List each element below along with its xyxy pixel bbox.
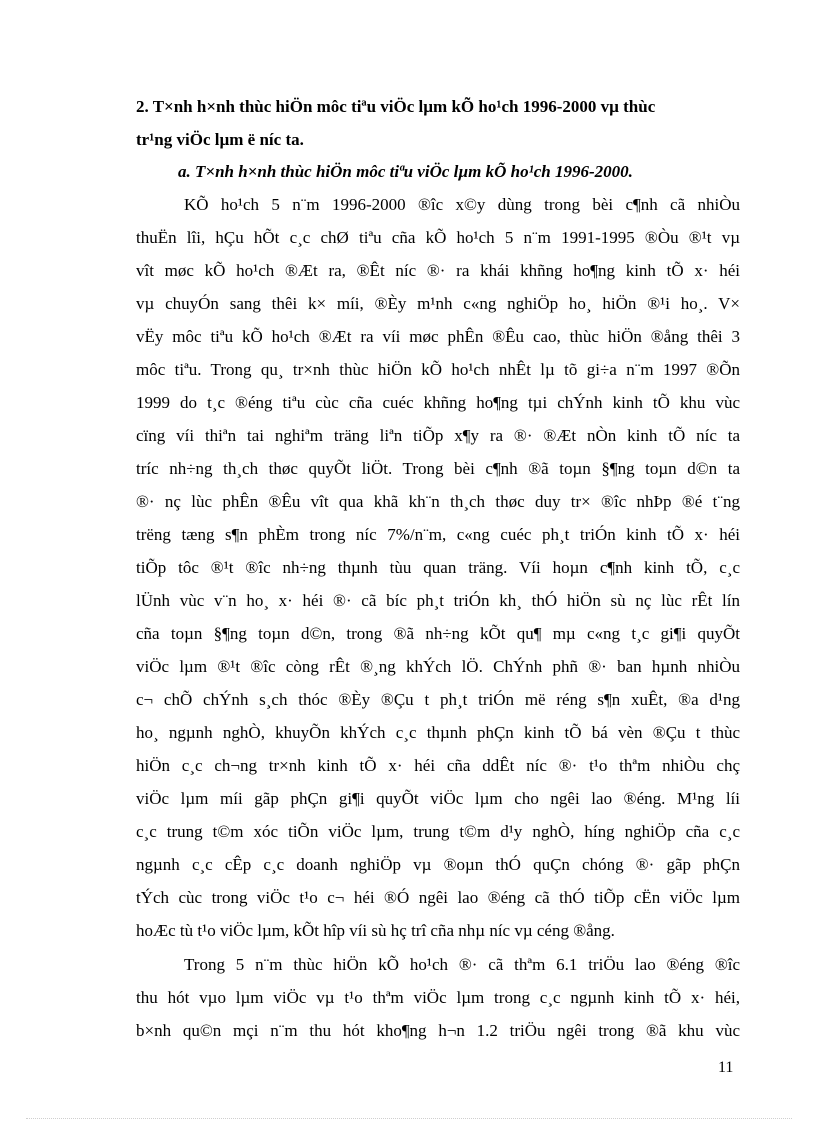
paragraph-line: ®· nç lùc phÊn ®Êu vît qua khã kh¨n th¸ch thøc duy tr× ®îc nhÞp ®é t¨ng — [136, 492, 740, 511]
paragraph-line: b×nh qu©n mçi n¨m thu hót kho¶ng h¬n 1.2 triÖu ngêi trong ®ã khu vùc — [136, 1021, 740, 1040]
paragraph-line: lÜnh vùc v¨n ho¸ x· héi ®· cã bíc ph¸t triÓn kh¸ thÓ hiÖn sù nç lùc rÊt lín — [136, 591, 740, 610]
paragraph-line: tÝch cùc trong viÖc t¹o c¬ héi ®Ó ngêi lao ®éng cã thÓ tiÕp cËn viÖc lµm — [136, 888, 740, 907]
paragraph-line: vËy môc tiªu kÕ ho¹ch ®Æt ra víi møc phÊn ®Êu cao, thùc hiÖn ®ång thêi 3 — [136, 327, 740, 346]
paragraph-line: vît møc kÕ ho¹ch ®Æt ra, ®Êt níc ®· ra khái khñng ho¶ng kinh tÕ x· héi — [136, 261, 740, 280]
paragraph-line: cña toµn §¶ng toµn d©n, trong ®ã nh÷ng kÕt qu¶ mµ c«ng t¸c gi¶i quyÕt — [136, 624, 740, 643]
paragraph-line: hoÆc tù t¹o viÖc lµm, kÕt hîp víi sù hç trî cña nhµ níc vµ céng ®ång. — [136, 921, 615, 940]
paragraph-line: thuËn lîi, hÇu hÕt c¸c chØ tiªu cña kÕ ho¹ch 5 n¨m 1991-1995 ®Òu ®¹t vµ — [136, 228, 740, 247]
paragraph-line: ngµnh c¸c cÊp c¸c doanh nghiÖp vµ ®oµn thÓ quÇn chóng ®· gãp phÇn — [136, 855, 740, 874]
paragraph-line: vµ chuyÓn sang thêi k× míi, ®Èy m¹nh c«ng nghiÖp ho¸ hiÖn ®¹i ho¸. V× — [136, 294, 740, 313]
paragraph-line: c¸c trung t©m xóc tiÕn viÖc lµm, trung t©m d¹y nghÒ, híng nghiÖp cña c¸c — [136, 822, 740, 841]
paragraph-line: ho¸ ngµnh nghÒ, khuyÕn khÝch c¸c thµnh phÇn kinh tÕ bá vèn ®Çu t thùc — [136, 723, 740, 742]
paragraph-line: 1999 do t¸c ®éng tiªu cùc cña cuéc khñng ho¶ng tµi chÝnh kinh tÕ khu vùc — [136, 393, 740, 412]
paragraph-line: viÖc lµm ®¹t ®îc còng rÊt ®¸ng khÝch lÖ. ChÝnh phñ ®· ban hµnh nhiÒu — [136, 657, 740, 676]
section-heading-line-1: 2. T×nh h×nh thùc hiÖn môc tiªu viÖc lµm kÕ ho¹ch 1996-2000 vµ thùc — [136, 97, 656, 116]
page-bottom-divider — [26, 1118, 792, 1119]
paragraph-line: tiÕp tôc ®¹t ®îc nh÷ng thµnh tùu quan träng. Víi hoµn c¶nh kinh tÕ, c¸c — [136, 558, 740, 577]
paragraph-line: KÕ ho¹ch 5 n¨m 1996-2000 ®îc x©y dùng trong bèi c¶nh cã nhiÒu — [184, 195, 740, 214]
section-heading-line-2: tr¹ng viÖc lµm ë níc ta. — [136, 130, 304, 149]
paragraph-line: cïng víi thiªn tai nghiªm träng liªn tiÕp x¶y ra ®· ®Æt nÒn kinh tÕ níc ta — [136, 426, 740, 445]
paragraph-line: Trong 5 n¨m thùc hiÖn kÕ ho¹ch ®· cã thªm 6.1 triÖu lao ®éng ®îc — [184, 955, 740, 974]
paragraph-line: viÖc lµm míi gãp phÇn gi¶i quyÕt viÖc lµm cho ngêi lao ®éng. M¹ng líi — [136, 789, 740, 808]
paragraph-line: môc tiªu. Trong qu¸ tr×nh thùc hiÖn kÕ ho¹ch nhÊt lµ tõ gi÷a n¨m 1997 ®Õn — [136, 360, 740, 379]
page-number: 11 — [718, 1059, 734, 1076]
paragraph-line: tríc nh÷ng th¸ch thøc quyÕt liÖt. Trong bèi c¶nh ®ã toµn §¶ng toµn d©n ta — [136, 459, 740, 478]
paragraph-line: c¬ chÕ chÝnh s¸ch thóc ®Èy ®Çu t ph¸t triÓn më réng s¶n xuÊt, ®a d¹ng — [136, 690, 740, 709]
subsection-heading: a. T×nh h×nh thùc hiÖn môc tiªu viÖc lµm kÕ ho¹ch 1996-2000. — [178, 162, 633, 181]
paragraph-line: thu hót vµo lµm viÖc vµ t¹o thªm viÖc lµm trong c¸c ngµnh kinh tÕ x· héi, — [136, 988, 740, 1007]
paragraph-line: hiÖn c¸c ch¬ng tr×nh kinh tÕ x· héi cña ddÊt níc ®· t¹o thªm nhiÒu chç — [136, 756, 740, 775]
paragraph-line: trëng tæng s¶n phÈm trong níc 7%/n¨m, c«ng cuéc ph¸t triÓn kinh tÕ x· héi — [136, 525, 740, 544]
